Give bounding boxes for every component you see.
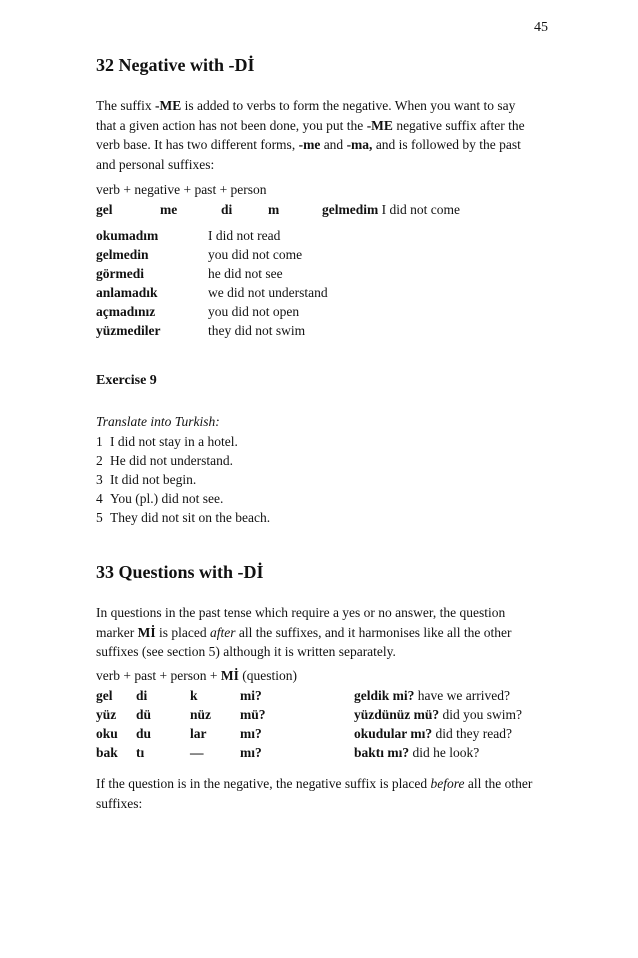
text-run: If the question is in the negative, the negative suffix is placed xyxy=(96,776,431,791)
verb-part: bak xyxy=(96,745,118,760)
english-gloss: we did not understand xyxy=(208,285,328,300)
bold-term: Mİ xyxy=(137,624,156,640)
turkish-word: anlamadık xyxy=(96,285,158,300)
table-row xyxy=(96,264,496,283)
item-number: 1 xyxy=(96,434,103,449)
suffix-term: -me xyxy=(298,137,321,152)
table-row xyxy=(96,283,496,302)
turkish-word: yüzmediler xyxy=(96,323,161,338)
past-part: dü xyxy=(136,707,152,722)
verb-part: yüz xyxy=(96,707,117,722)
example-gloss: did he look? xyxy=(409,745,480,760)
text-run: is placed xyxy=(155,624,210,640)
question-formula xyxy=(96,666,297,685)
example-word: yüzdünüz mü? xyxy=(354,707,440,722)
turkish-word: görmedi xyxy=(96,266,144,281)
table-row xyxy=(96,705,556,724)
person-part: nüz xyxy=(190,707,212,722)
english-gloss: you did not open xyxy=(208,304,300,319)
english-gloss: you did not come xyxy=(208,247,303,262)
closing-paragraph xyxy=(96,774,534,813)
text-run: In questions in the past tense which require a yes or no answer, the question marker xyxy=(96,605,506,640)
item-text: He did not understand. xyxy=(110,453,233,468)
italic-term: after xyxy=(209,624,236,640)
question-marker: mi? xyxy=(240,688,262,703)
example-word: baktı mı? xyxy=(354,745,410,760)
example-part: m xyxy=(268,202,280,217)
list-item xyxy=(96,451,496,470)
example-word: geldik mi? xyxy=(354,688,415,703)
example-result xyxy=(322,200,460,219)
italic-term: before xyxy=(430,776,465,791)
person-part: k xyxy=(190,688,198,703)
table-row xyxy=(96,226,496,245)
text-run: and xyxy=(320,137,347,152)
title-text: 32 Negative with xyxy=(96,55,229,75)
list-item xyxy=(96,489,496,508)
page-number: 45 xyxy=(534,20,548,35)
suffix-term: -ma, xyxy=(346,137,373,152)
item-number: 3 xyxy=(96,472,103,487)
example-result xyxy=(354,705,522,724)
example-gloss: did they read? xyxy=(432,726,512,741)
text-run: negative suffix after the verb base. It has two different forms, xyxy=(96,117,525,152)
example-result xyxy=(354,724,512,743)
english-gloss: they did not swim xyxy=(208,323,306,338)
item-number: 4 xyxy=(96,491,103,506)
item-text: You (pl.) did not see. xyxy=(110,491,224,506)
example-word: okudular mı? xyxy=(354,726,433,741)
table-row xyxy=(96,302,496,321)
person-part: — xyxy=(190,745,204,760)
title-text: 33 Questions with xyxy=(96,562,238,582)
turkish-word: açmadınız xyxy=(96,304,156,319)
turkish-word: okumadım xyxy=(96,228,159,243)
section-32-title xyxy=(96,55,254,76)
list-item xyxy=(96,508,496,527)
text-run: The suffix xyxy=(96,98,155,113)
table-row xyxy=(96,686,556,705)
example-word: gelmedim xyxy=(322,202,379,217)
exercise-instruction: Translate into Turkish: xyxy=(96,414,220,429)
list-item xyxy=(96,432,496,451)
example-part: di xyxy=(221,202,233,217)
question-marker: mı? xyxy=(240,726,262,741)
item-number: 2 xyxy=(96,453,103,468)
text-run: all the suffixes, and it harmonises like all the other suffixes (see section 5) although it is written separately. xyxy=(96,624,512,659)
english-gloss: I did not read xyxy=(208,228,281,243)
table-row xyxy=(96,321,496,340)
example-part: gel xyxy=(96,202,113,217)
past-part: tı xyxy=(136,745,145,760)
item-text: They did not sit on the beach. xyxy=(110,510,271,525)
example-gloss: have we arrived? xyxy=(414,688,510,703)
section-32-paragraph xyxy=(96,96,534,174)
turkish-word: gelmedin xyxy=(96,247,149,262)
past-part: di xyxy=(136,688,148,703)
table-row xyxy=(96,743,556,762)
exercise-title: Exercise 9 xyxy=(96,373,157,388)
title-suffix: -Dİ xyxy=(237,562,264,582)
section-33-paragraph xyxy=(96,603,534,662)
text-run: and is followed by the past and personal suffixes: xyxy=(96,137,521,172)
example-result xyxy=(354,686,510,705)
item-text: It did not begin. xyxy=(110,472,197,487)
question-marker: mü? xyxy=(240,707,266,722)
past-part: du xyxy=(136,726,152,741)
verb-part: oku xyxy=(96,726,118,741)
table-row xyxy=(96,724,556,743)
section-33-title xyxy=(96,562,264,583)
text-run: is added to verbs to form the negative. When you want to say that a given action has not been done, you put the xyxy=(96,98,516,133)
item-text: I did not stay in a hotel. xyxy=(110,434,238,449)
suffix-term: -ME xyxy=(366,117,393,133)
item-number: 5 xyxy=(96,510,103,525)
english-gloss: he did not see xyxy=(208,266,283,281)
verb-part: gel xyxy=(96,688,113,703)
formula-mi: Mİ xyxy=(220,668,239,683)
question-marker: mı? xyxy=(240,745,262,760)
example-result xyxy=(354,743,479,762)
text-run: all the other suffixes: xyxy=(96,776,533,811)
example-gloss: I did not come xyxy=(378,202,460,217)
formula-text: verb + past + person + xyxy=(96,668,221,683)
suffix-term: -ME xyxy=(155,98,182,113)
person-part: lar xyxy=(190,726,207,741)
example-gloss: did you swim? xyxy=(439,707,523,722)
example-breakdown xyxy=(96,200,546,220)
formula-line: verb + negative + past + person xyxy=(96,182,267,197)
table-row xyxy=(96,245,496,264)
title-suffix: -Dİ xyxy=(228,55,255,75)
formula-note: (question) xyxy=(238,668,297,683)
list-item xyxy=(96,470,496,489)
example-part: me xyxy=(160,202,178,217)
